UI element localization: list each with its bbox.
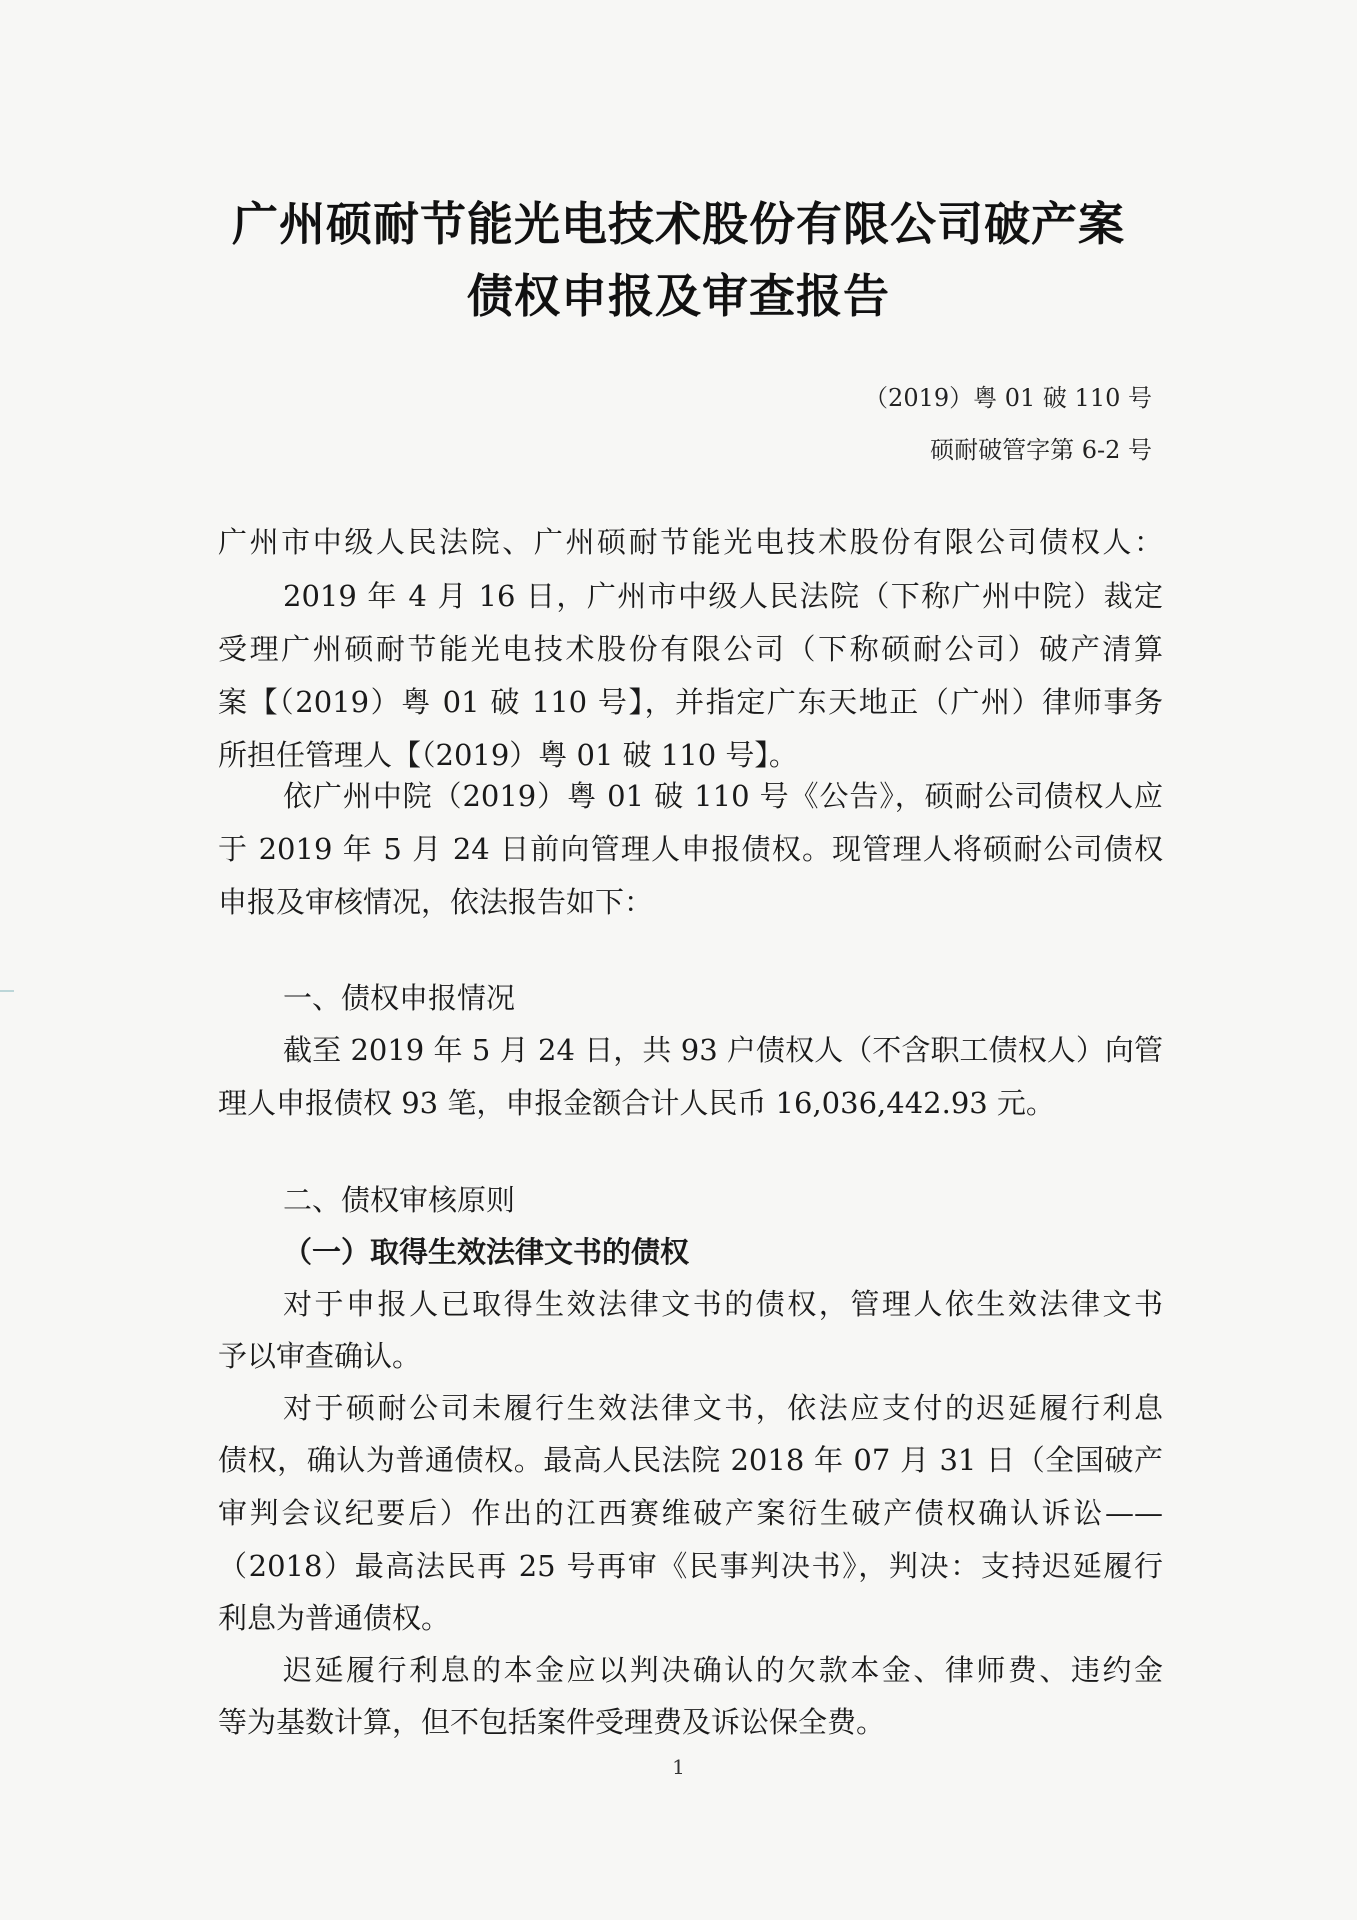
paragraph-6-line-2: 等为基数计算，但不包括案件受理费及诉讼保全费。 — [218, 1705, 886, 1739]
paragraph-3-line-1: 截至 2019 年 5 月 24 日，共 93 户债权人（不含职工债权人）向管 — [283, 1033, 1163, 1067]
paragraph-5-line-5: 利息为普通债权。 — [218, 1601, 451, 1635]
paragraph-4-line-1: 对于申报人已取得生效法律文书的债权，管理人依生效法律文书 — [283, 1287, 1163, 1321]
paragraph-1-line-3: 案【（2019）粤 01 破 110 号】，并指定广东天地正（广州）律师事务 — [218, 685, 1163, 719]
paragraph-2-line-3: 申报及审核情况，依法报告如下： — [218, 885, 654, 919]
paragraph-5-line-1: 对于硕耐公司未履行生效法律文书，依法应支付的迟延履行利息 — [283, 1391, 1163, 1425]
paragraph-6-line-1: 迟延履行利息的本金应以判决确认的欠款本金、律师费、违约金 — [283, 1653, 1163, 1687]
document-title-line-1: 广州硕耐节能光电技术股份有限公司破产案 — [232, 197, 1125, 251]
case-number: （2019）粤 01 破 110 号 — [864, 384, 1152, 412]
paragraph-5-line-2: 债权，确认为普通债权。最高人民法院 2018 年 07 月 31 日（全国破产 — [218, 1443, 1163, 1477]
section-heading-1: 一、债权申报情况 — [283, 981, 516, 1015]
document-number: 硕耐破管字第 6-2 号 — [930, 436, 1152, 464]
paragraph-5-line-4: （2018）最高法民再 25 号再审《民事判决书》，判决：支持迟延履行 — [218, 1549, 1163, 1583]
paragraph-5-line-3: 审判会议纪要后）作出的江西赛维破产案衍生破产债权确认诉讼—— — [218, 1496, 1163, 1530]
document-title-line-2: 债权申报及审查报告 — [467, 269, 890, 323]
page-number: 1 — [672, 1755, 685, 1779]
section-heading-2: 二、债权审核原则 — [283, 1183, 516, 1217]
salutation: 广州市中级人民法院、广州硕耐节能光电技术股份有限公司债权人： — [218, 525, 1163, 559]
paragraph-3-line-2: 理人申报债权 93 笔，申报金额合计人民币 16,036,442.93 元。 — [218, 1086, 1055, 1120]
scan-edge-mark — [0, 990, 14, 992]
paragraph-2-line-2: 于 2019 年 5 月 24 日前向管理人申报债权。现管理人将硕耐公司债权 — [218, 832, 1163, 866]
paragraph-1-line-2: 受理广州硕耐节能光电技术股份有限公司（下称硕耐公司）破产清算 — [218, 632, 1163, 666]
paragraph-2-line-1: 依广州中院（2019）粤 01 破 110 号《公告》，硕耐公司债权人应 — [283, 779, 1163, 813]
paragraph-1-line-4: 所担任管理人【（2019）粤 01 破 110 号】。 — [218, 738, 798, 772]
paragraph-1-line-1: 2019 年 4 月 16 日，广州市中级人民法院（下称广州中院）裁定 — [283, 579, 1163, 613]
subsection-heading-2-1: （一）取得生效法律文书的债权 — [283, 1235, 690, 1269]
paragraph-4-line-2: 予以审查确认。 — [218, 1339, 422, 1373]
